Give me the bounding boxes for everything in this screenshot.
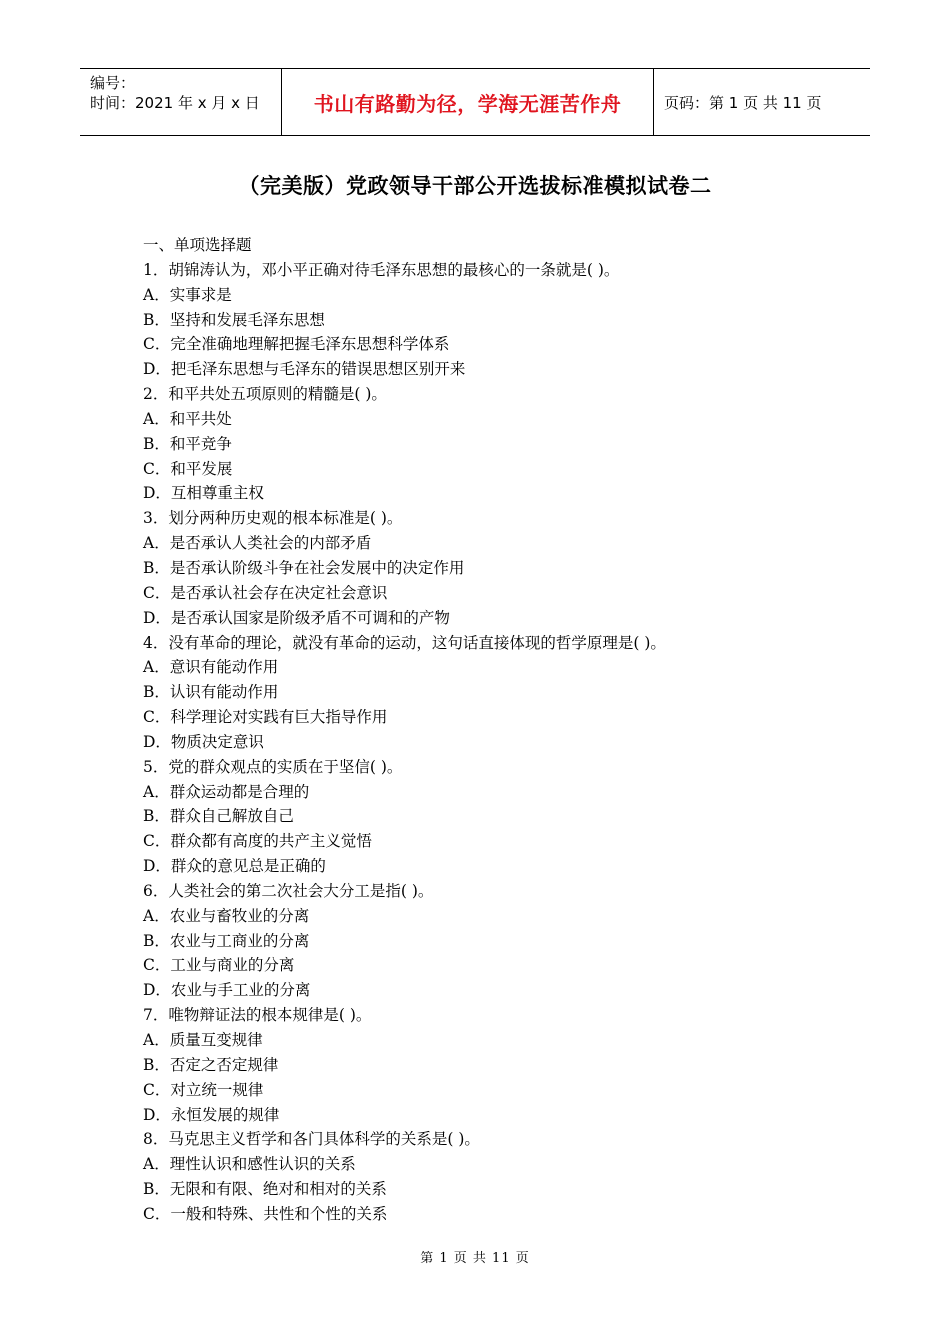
answer-option: D．永恒发展的规律 [143,1105,280,1124]
header-table [80,68,870,136]
document-time-label: 时间：2021 年 x 月 x 日 [90,94,260,112]
header-page-cell [654,69,870,135]
answer-option: C．和平发展 [143,459,233,478]
question-content [143,233,843,1227]
answer-option: C．一般和特殊、共性和个性的关系 [143,1204,388,1223]
answer-option: D．把毛泽东思想与毛泽东的错误思想区别开来 [143,360,466,379]
answer-option: D．互相尊重主权 [143,484,264,503]
answer-option: B．否定之否定规律 [143,1055,279,1074]
answer-option: D．是否承认国家是阶级矛盾不可调和的产物 [143,608,450,627]
answer-option: B．坚持和发展毛泽东思想 [143,310,325,329]
header-page-info: 页码：第 1 页 共 11 页 [664,93,822,112]
answer-option: B．群众自己解放自己 [143,807,294,826]
question-stem: 5．党的群众观点的实质在于坚信( )。 [143,757,403,776]
answer-option: D．群众的意见总是正确的 [143,857,326,876]
answer-option: A．群众运动都是合理的 [143,782,310,801]
question-stem: 8．马克思主义哲学和各门具体科学的关系是( )。 [143,1130,480,1149]
answer-option: B．是否承认阶级斗争在社会发展中的决定作用 [143,558,465,577]
question-stem: 3．划分两种历史观的根本标准是( )。 [143,509,403,528]
question-stem: 2．和平共处五项原则的精髓是( )。 [143,385,387,404]
header-motto: 书山有路勤为径，学海无涯苦作舟 [313,91,622,116]
question-stem: 1．胡锦涛认为，邓小平正确对待毛泽东思想的最核心的一条就是( )。 [143,260,620,279]
answer-option: A．质量互变规律 [143,1031,263,1049]
answer-option: A．意识有能动作用 [143,658,279,677]
answer-option: D．物质决定意识 [143,732,264,751]
answer-option: A．和平共处 [143,409,232,428]
question-lines [143,258,843,1227]
answer-option: B．认识有能动作用 [143,683,279,702]
answer-option: C．对立统一规律 [143,1080,264,1099]
answer-option: A．理性认识和感性认识的关系 [143,1155,356,1174]
answer-option: C．是否承认社会存在决定社会意识 [143,583,388,602]
question-stem: 7．唯物辩证法的根本规律是( )。 [143,1006,372,1025]
document-number-label: 编号： [90,74,136,92]
answer-option: C．科学理论对实践有巨大指导作用 [143,708,388,727]
answer-option: D．农业与手工业的分离 [143,981,311,1000]
section-heading: 一、单项选择题 [143,236,252,254]
answer-option: A．农业与畜牧业的分离 [143,906,310,925]
document-title: （完美版）党政领导干部公开选拔标准模拟试卷二 [238,174,712,198]
answer-option: C．完全准确地理解把握毛泽东思想科学体系 [143,335,450,354]
answer-option: B．农业与工商业的分离 [143,931,310,950]
answer-option: B．和平竞争 [143,434,232,453]
header-meta-cell [80,69,282,135]
page-footer: 第 1 页 共 11 页 [420,1251,530,1266]
answer-option: A．实事求是 [143,285,232,304]
question-stem: 6．人类社会的第二次社会大分工是指( )。 [143,881,434,900]
answer-option: B．无限和有限、绝对和相对的关系 [143,1180,387,1199]
answer-option: C．群众都有高度的共产主义觉悟 [143,832,372,851]
question-stem: 4．没有革命的理论，就没有革命的运动，这句话直接体现的哲学原理是( )。 [143,633,666,652]
header-motto-cell [282,69,654,135]
answer-option: C．工业与商业的分离 [143,956,295,975]
answer-option: A．是否承认人类社会的内部矛盾 [143,534,372,553]
